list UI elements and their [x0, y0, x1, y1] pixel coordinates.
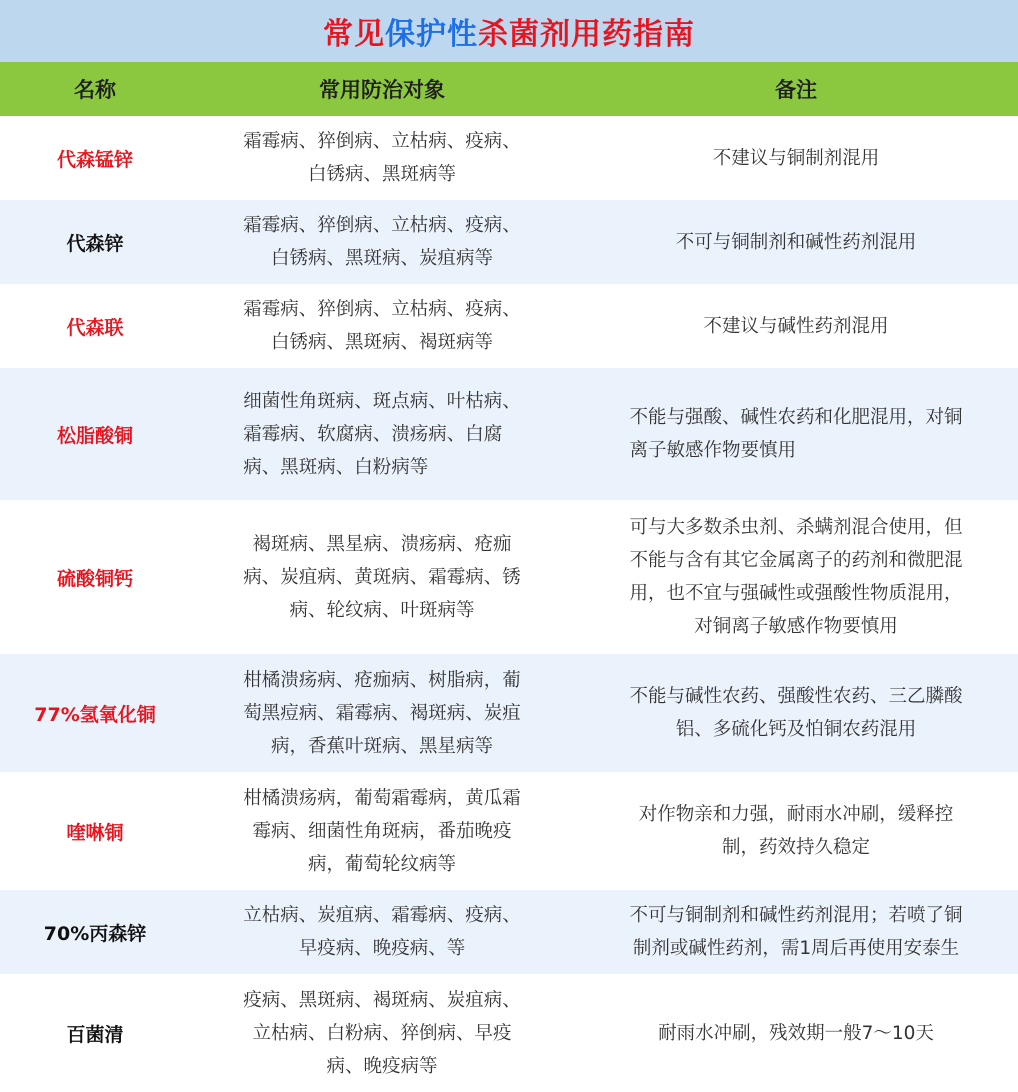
row-notes: 不能与强酸、碱性农药和化肥混用，对铜 离子敏感作物要慎用	[629, 407, 963, 461]
table-row	[0, 654, 1018, 772]
row-notes: 对作物亲和力强，耐雨水冲刷，缓释控 制，药效持久稳定	[638, 804, 954, 858]
row-targets: 立枯病、炭疽病、霜霉病、疫病、 早疫病、晚疫病、等	[243, 905, 521, 959]
table-row	[0, 116, 1018, 200]
row-name: 松脂酸铜	[56, 424, 133, 447]
row-targets: 褐斑病、黑星病、溃疡病、疮痂 病、炭疽病、黄斑病、霜霉病、锈 病、轮纹病、叶斑病等	[243, 533, 521, 621]
title-part-1: 常见	[323, 17, 385, 52]
table-header	[0, 62, 1018, 116]
row-targets: 霜霉病、猝倒病、立枯病、疫病、 白锈病、黑斑病等	[243, 131, 521, 185]
row-notes: 耐雨水冲刷，残效期一般7～10天	[658, 1022, 934, 1044]
row-name: 代森锰锌	[56, 148, 133, 171]
row-targets: 霜霉病、猝倒病、立枯病、疫病、 白锈病、黑斑病、炭疽病等	[243, 215, 521, 269]
row-notes: 不能与碱性农药、强酸性农药、三乙膦酸 铝、多硫化钙及怕铜农药混用	[629, 686, 963, 740]
row-notes: 不建议与碱性药剂混用	[703, 315, 889, 337]
row-name: 70%丙森锌	[43, 922, 147, 945]
table-row	[0, 284, 1018, 368]
table-row	[0, 500, 1018, 654]
row-notes: 不可与铜制剂和碱性药剂混用；若喷了铜 制剂或碱性药剂，需1周后再使用安泰生	[629, 905, 963, 959]
row-name: 77%氢氧化铜	[34, 703, 156, 726]
table-row	[0, 200, 1018, 284]
row-name: 代森锌	[66, 232, 124, 255]
table-row	[0, 772, 1018, 890]
row-name: 百菌清	[66, 1023, 124, 1046]
table-row	[0, 890, 1018, 974]
row-targets: 细菌性角斑病、斑点病、叶枯病、 霜霉病、软腐病、溃疡病、白腐 病、黑斑病、白粉病等	[243, 390, 521, 478]
header-name: 名称	[74, 78, 116, 102]
header-notes: 备注	[775, 78, 817, 102]
page-title	[0, 0, 1018, 62]
row-notes: 可与大多数杀虫剂、杀螨剂混合使用，但 不能与含有其它金属离子的药剂和微肥混 用，也不宜与强碱性或强酸性物质混用， 对铜离子敏感作物要慎用	[629, 517, 963, 637]
row-notes: 不建议与铜制剂混用	[712, 147, 880, 169]
table-row	[0, 974, 1018, 1092]
row-targets: 霜霉病、猝倒病、立枯病、疫病、 白锈病、黑斑病、褐斑病等	[243, 299, 521, 353]
header-targets: 常用防治对象	[319, 78, 445, 102]
table-row	[0, 368, 1018, 500]
row-notes: 不可与铜制剂和碱性药剂混用	[675, 231, 917, 253]
row-name: 代森联	[66, 316, 124, 339]
title-part-2: 保护性	[385, 17, 478, 52]
title-part-3: 杀菌剂用药指南	[478, 17, 695, 52]
row-targets: 柑橘溃疡病、疮痂病、树脂病，葡 萄黑痘病、霜霉病、褐斑病、炭疽 病，香蕉叶斑病、黑星病等	[243, 669, 521, 757]
row-targets: 疫病、黑斑病、褐斑病、炭疽病、 立枯病、白粉病、猝倒病、早疫 病、晚疫病等	[243, 989, 521, 1077]
row-name: 硫酸铜钙	[56, 567, 133, 590]
row-targets: 柑橘溃疡病，葡萄霜霉病，黄瓜霜 霉病、细菌性角斑病，番茄晚疫 病，葡萄轮纹病等	[243, 787, 521, 875]
row-name: 喹啉铜	[66, 821, 124, 844]
